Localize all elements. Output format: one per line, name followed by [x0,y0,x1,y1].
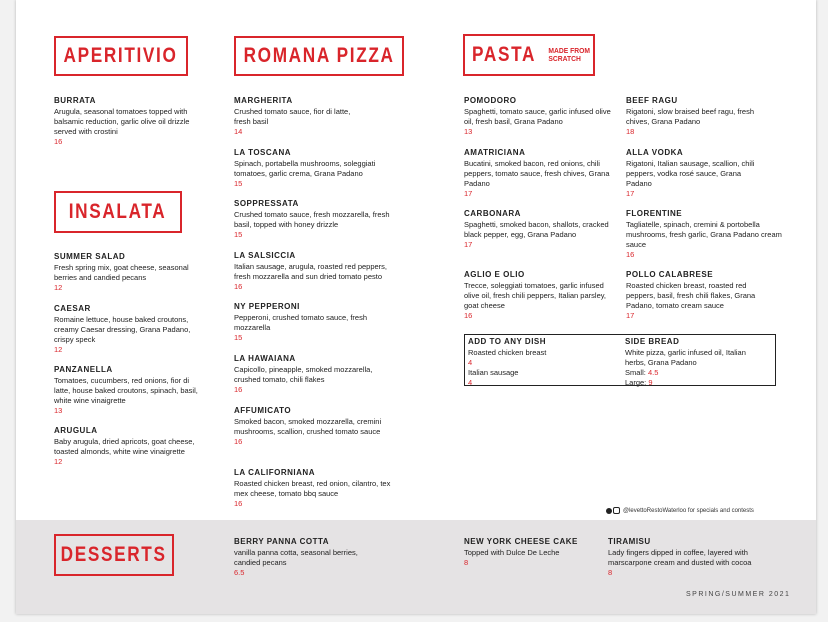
item-price: 16 [234,437,243,446]
item-desc: Tomatoes, cucumbers, red onions, fior di latte, house baked croutons, spinach, basil, white wine vinaigrette [54,376,198,405]
item-name: AGLIO E OLIO [464,270,525,279]
item-name: FLORENTINE [626,209,683,218]
item-price: 17 [464,240,473,249]
side-bread-title: SIDE BREAD [625,337,680,346]
item-name: LA HAWAIANA [234,354,296,363]
item-desc: Italian sausage, arugula, roasted red peppers, fresh mozzarella and sun dried tomato pesto [234,262,388,281]
item-price: 13 [464,127,473,136]
item-desc: Bucatini, smoked bacon, red onions, chili peppers, tomato sauce, fresh chives, Grana Padano [464,159,610,188]
side-bread-large [625,378,765,388]
menu-item [234,96,394,137]
item-name: ARUGULA [54,426,98,435]
item-name: POMODORO [464,96,517,105]
item-price: 16 [234,282,243,291]
desserts-header [54,534,174,576]
item-name: SOPPRESSATA [234,199,299,208]
item-desc: Fresh spring mix, goat cheese, seasonal berries and candied pecans [54,263,189,282]
aperitivio-header [54,36,188,76]
side-bread-desc: White pizza, garlic infused oil, Italian herbs, Grana Padano [625,348,746,367]
item-name: LA CALIFORNIANA [234,468,315,477]
item-desc: Spinach, portabella mushrooms, soleggiati tomatoes, garlic crema, Grana Padano [234,159,376,178]
menu-item [234,354,394,395]
item-price: 16 [234,385,243,394]
menu-item [464,209,614,250]
addon-label: Roasted chicken breast [468,348,547,357]
item-desc: vanilla panna cotta, seasonal berries, candied pecans [234,548,358,567]
item-name: BURRATA [54,96,96,105]
item-desc: Arugula, seasonal tomatoes topped with balsamic reduction, garlic olive oil drizzle served with crostini [54,107,190,136]
menu-item [626,209,786,260]
add-to-any-dish [468,337,618,388]
romana-pizza-header [234,36,404,76]
menu-item [54,96,214,147]
item-price: 8 [464,558,469,567]
item-name: AMATRICIANA [464,148,526,157]
item-price: 16 [464,311,473,320]
add-ons-box [464,334,776,386]
size-label: Small: [625,368,646,377]
item-price: 15 [234,333,243,342]
menu-item [54,304,204,355]
menu-item [54,252,204,293]
item-name: MARGHERITA [234,96,293,105]
menu-item [234,251,404,292]
item-name: LA SALSICCIA [234,251,296,260]
item-price: 12 [54,283,63,292]
item-desc: Tagliatelle, spinach, cremini & portobella mushrooms, fresh garlic, Grana Padano cream sauce [626,220,782,249]
item-price: 15 [234,179,243,188]
menu-item [626,96,776,137]
item-price: 12 [54,457,63,466]
item-desc: Romaine lettuce, house baked croutons, creamy Caesar dressing, Grana Padano, crispy speck [54,315,191,344]
item-desc: Trecce, soleggiati tomatoes, garlic infused olive oil, fresh chili peppers, Italian parsley, goat cheese [464,281,607,310]
item-name: LA TOSCANA [234,148,291,157]
item-price: 6.5 [234,568,245,577]
instagram-icon [613,507,620,514]
item-price: 16 [234,499,243,508]
facebook-icon [606,508,612,514]
item-price: 16 [54,137,63,146]
insalata-title: INSALATA [69,200,167,223]
item-name: TIRAMISU [608,537,651,546]
item-desc: Spaghetti, tomato sauce, garlic infused olive oil, fresh basil, Grana Padano [464,107,611,126]
menu-item [464,270,616,321]
menu-item [234,302,384,343]
item-desc: Capicollo, pineapple, smoked mozzarella, crushed tomato, chili flakes [234,365,373,384]
item-desc: Topped with Dulce De Leche [464,548,560,557]
item-name: CAESAR [54,304,91,313]
desserts-band [16,520,816,614]
menu-item [234,148,394,189]
item-price: 8 [608,568,613,577]
social-text: @levettoRestoWaterloo for specials and contests [623,508,754,515]
item-price: 17 [464,189,473,198]
item-desc: Roasted chicken breast, roasted red peppers, basil, fresh chili flakes, Grana Padano, tomato cream sauce [626,281,756,310]
item-price: 13 [54,406,63,415]
item-desc: Smoked bacon, smoked mozzarella, cremini mushrooms, scallion, crushed tomato sauce [234,417,382,436]
item-desc: Rigatoni, slow braised beef ragu, fresh chives, Grana Padano [626,107,754,126]
item-name: PANZANELLA [54,365,113,374]
item-desc: Rigatoni, Italian sausage, scallion, chili peppers, vodka rosé sauce, Grana Padano [626,159,755,188]
item-price: 17 [626,311,635,320]
pasta-header [463,34,595,76]
addon-price: 4 [468,378,473,387]
aperitivio-title: APERITIVIO [63,44,179,67]
side-bread-small [625,368,765,378]
pasta-title: PASTA [472,43,537,66]
item-name: BERRY PANNA COTTA [234,537,330,546]
add-to-any-title: ADD TO ANY DISH [468,337,547,346]
item-name: POLLO CALABRESE [626,270,714,279]
menu-item [464,96,614,137]
menu-item [234,406,394,447]
addon-price: 4 [468,358,473,367]
size-price: 4.5 [647,368,659,377]
item-name: CARBONARA [464,209,521,218]
menu-item [54,426,209,467]
item-name: NEW YORK CHEESE CAKE [464,537,578,546]
menu-item [464,148,614,199]
item-desc: Lady fingers dipped in coffee, layered with marscarpone cream and dusted with cocoa [608,548,752,567]
item-price: 15 [234,230,243,239]
side-bread [625,337,765,388]
menu-item [234,468,394,509]
menu-sheet [16,0,816,614]
item-desc: Crushed tomato sauce, fresh mozzarella, fresh basil, topped with honey drizzle [234,210,390,229]
dessert-item [234,537,384,578]
item-name: BEEF RAGU [626,96,678,105]
item-price: 17 [626,189,635,198]
item-price: 14 [234,127,243,136]
season-label: SPRING/SUMMER 2021 [686,591,791,598]
item-desc: Pepperoni, crushed tomato sauce, fresh mozzarella [234,313,367,332]
item-name: SUMMER SALAD [54,252,126,261]
pasta-subtitle: MADE FROM SCRATCH [548,46,591,63]
size-label: Large: [625,378,647,387]
size-price: 9 [648,378,653,387]
dessert-item [464,537,614,568]
item-name: AFFUMICATO [234,406,292,415]
item-desc: Roasted chicken breast, red onion, cilantro, tex mex cheese, tomato bbq sauce [234,479,391,498]
item-desc: Spaghetti, smoked bacon, shallots, cracked black pepper, egg, Grana Padano [464,220,609,239]
menu-item [626,270,776,321]
addon-label: Italian sausage [468,368,519,377]
item-desc: Crushed tomato sauce, fior di latte, fresh basil [234,107,351,126]
item-name: ALLA VODKA [626,148,684,157]
insalata-header [54,191,182,233]
desserts-title: DESSERTS [61,543,167,566]
item-price: 12 [54,345,63,354]
romana-pizza-title: ROMANA PIZZA [243,44,395,67]
menu-item [54,365,204,416]
menu-item [626,148,766,199]
dessert-item [608,537,768,578]
item-price: 18 [626,127,635,136]
menu-item [234,199,394,240]
item-price: 16 [626,250,635,259]
item-name: NY PEPPERONI [234,302,300,311]
item-desc: Baby arugula, dried apricots, goat cheese, toasted almonds, white wine vinaigrette [54,437,195,456]
social-line [606,507,754,514]
